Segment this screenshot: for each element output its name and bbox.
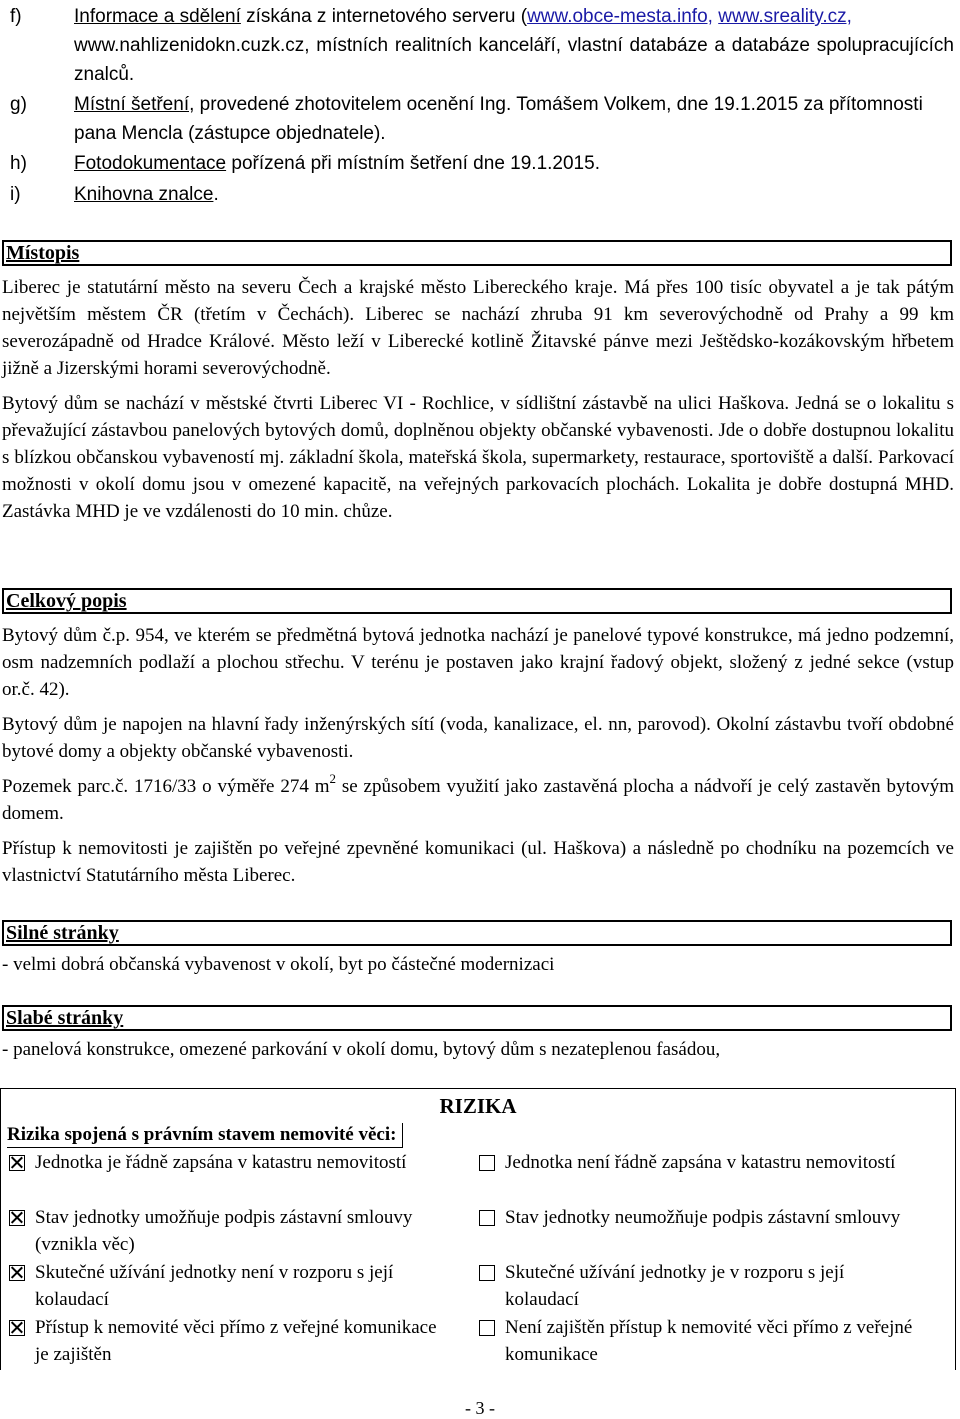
list-item-lead: Informace a sdělení	[74, 6, 241, 27]
paragraph: Pozemek parc.č. 1716/33 o výměře 274 $m^2$ se způsobem využití jako zastavěná plocha a nádvoří je celý zastavěn bytovým domem.	[2, 771, 954, 824]
list-marker: i)	[10, 184, 21, 205]
checked-checkbox-icon[interactable]	[9, 1320, 25, 1336]
unchecked-checkbox-icon[interactable]	[479, 1155, 495, 1171]
risk-option-left: Jednotka je řádně zapsána v katastru nemovitostí	[7, 1149, 447, 1176]
risk-option-left: Stav jednotky umožňuje podpis zástavní smlouvy (vznikla věc)	[7, 1204, 447, 1258]
risk-option-right: Skutečné užívání jednotky je v rozporu s její kolaudací	[477, 1259, 917, 1313]
list-item	[4, 180, 954, 209]
unchecked-checkbox-icon[interactable]	[479, 1265, 495, 1281]
celkovy-popis-text	[2, 622, 954, 897]
page-number: - 3 -	[465, 1398, 495, 1418]
list-marker: h)	[10, 153, 27, 174]
section-heading-celkovy-popis: Celkový popis	[2, 588, 952, 614]
link-obce-mesta[interactable]: www.obce-mesta.info,	[527, 6, 713, 27]
risk-subtitle: Rizika spojená s právním stavem nemovité věci:	[7, 1123, 403, 1148]
paragraph: Bytový dům č.p. 954, ve kterém se předmětná bytová jednotka nachází je panelové typové konstrukce, má jedno podzemní, osm nadzemních podlaží a plochou střechu. V terénu je postaven jako krajní řadový objekt, složený z jedné sekce (vstup or.č. 42).	[2, 625, 954, 700]
list-item-text: pořízená při místním šetření dne 19.1.2015.	[226, 153, 600, 174]
list-item-text: www.nahlizenidokn.cuzk.cz, místních realitních kanceláří, vlastní databáze a databáze spolupracujících znalců.	[74, 35, 954, 85]
risk-option-left: Přístup k nemovité věci přímo z veřejné komunikace je zajištěn	[7, 1314, 447, 1368]
risk-option-right: Stav jednotky neumožňuje podpis zástavní smlouvy	[477, 1204, 917, 1231]
list-item-text: .	[213, 184, 219, 205]
list-item	[4, 90, 954, 148]
paragraph: Liberec je statutární město na severu Čech a krajské město Libereckého kraje. Má přes 100 tisíc obyvatel a je tak pátým největším městem ČR (třetím v Čechách). Liberec se nachází zhruba 91 km severovýchodně od Prahy a 99 km severozápadně od Hradce Králové. Město leží v Liberecké kotlině Žitavské pánve mezi Ještědsko-kozákovským hřbetem jižně a Jizerskými horami severovýchodně.	[2, 277, 954, 379]
paragraph: Přístup k nemovitosti je zajištěn po veřejné zpevněné komunikaci (ul. Haškova) a následně po chodníku na pozemcích ve vlastnictví Statutárního města Liberec.	[2, 838, 954, 886]
list-item-text: provedené zhotovitelem ocenění Ing. Tomášem Volkem, dne 19.1.2015 za přítomnosti pana Mencla (zástupce objednatele).	[74, 94, 923, 144]
unchecked-checkbox-icon[interactable]	[479, 1320, 495, 1336]
unchecked-checkbox-icon[interactable]	[479, 1210, 495, 1226]
list-item-text: získána z internetového serveru (	[240, 6, 528, 27]
silne-stranky-text: - velmi dobrá občanská vybavenost v okolí, byt po částečné modernizaci	[2, 954, 555, 975]
slabe-stranky-text: - panelová konstrukce, omezené parkování v okolí domu, bytový dům s nezateplenou fasádou,	[2, 1039, 721, 1060]
list-item	[4, 2, 954, 89]
section-heading-slabe-stranky: Slabé stránky	[2, 1005, 952, 1031]
paragraph: Bytový dům je napojen na hlavní řady inženýrských sítí (voda, kanalizace, el. nn, parovod). Okolní zástavbu tvoří obdobné bytové domy a objekty občanské vybavenosti.	[2, 714, 954, 762]
list-marker: f)	[10, 6, 22, 27]
list-item-lead: Místní šetření,	[74, 94, 195, 115]
list-marker: g)	[10, 94, 27, 115]
paragraph: Bytový dům se nachází v městské čtvrti Liberec VI - Rochlice, v sídlištní zástavbě na ulici Haškova. Jedná se o lokalitu s převažující zástavbou panelových bytových domů, doplněnou objekty občanské vybavenosti. Jde o dobře dostupnou lokalitu s blízkou občanskou vybaveností mj. základní škola, mateřská škola, supermarkety, restaurace, sportoviště a další. Parkovací možnosti v okolí domu jsou v omezené kapacitě, na veřejných parkovacích plochách. Lokalita je dobře dostupná MHD. Zastávka MHD je ve vzdálenosti do 10 min. chůze.	[2, 393, 954, 522]
list-item	[4, 149, 954, 178]
risk-title: RIZIKA	[439, 1094, 517, 1118]
risk-option-right: Není zajištěn přístup k nemovité věci přímo z veřejné komunikace	[477, 1314, 917, 1368]
risk-option-right: Jednotka není řádně zapsána v katastru nemovitostí	[477, 1149, 917, 1176]
list-item-lead: Fotodokumentace	[74, 153, 227, 174]
risk-option-left: Skutečné užívání jednotky není v rozporu s její kolaudací	[7, 1259, 447, 1313]
checked-checkbox-icon[interactable]	[9, 1155, 25, 1171]
risk-box	[0, 1088, 956, 1370]
section-heading-mistopis: Místopis	[2, 240, 952, 266]
sources-list	[4, 2, 954, 209]
section-heading-silne-stranky: Silné stránky	[2, 920, 952, 946]
list-item-lead: Knihovna znalce	[74, 184, 214, 205]
checked-checkbox-icon[interactable]	[9, 1265, 25, 1281]
mistopis-text	[2, 274, 954, 533]
link-sreality[interactable]: www.sreality.cz,	[718, 6, 852, 27]
checked-checkbox-icon[interactable]	[9, 1210, 25, 1226]
